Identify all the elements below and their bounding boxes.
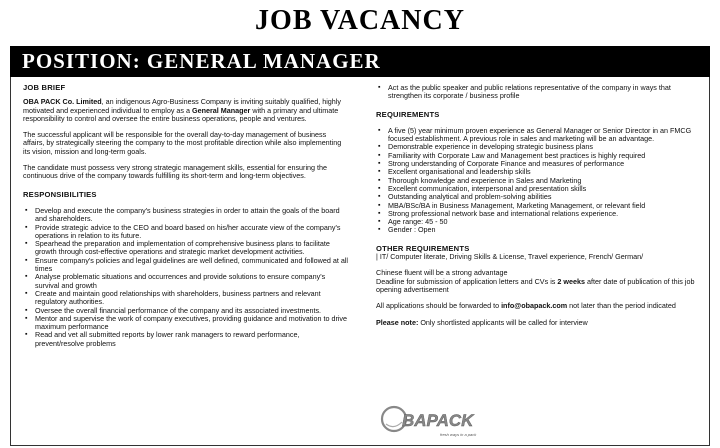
list-item: ▪ Familiarity with Corporate Law and Management best practices is highly required bbox=[388, 152, 706, 160]
list-item: ▪ Excellent organisational and leadership skills bbox=[388, 168, 706, 176]
responsibilities-heading: RESPONSIBILITIES bbox=[23, 189, 97, 199]
left-column bbox=[23, 84, 349, 348]
responsibilities-list-continued bbox=[376, 84, 706, 101]
list-item: ▪ Spearhead the preparation and implementation of comprehensive business plans to facilitate growth through cost-effective operations and strategic market development activities. bbox=[35, 240, 349, 257]
requirements-list bbox=[376, 127, 706, 235]
list-item: ▪ Outstanding analytical and problem-solving abilities bbox=[388, 193, 706, 201]
note-label: Please note: bbox=[376, 317, 419, 327]
list-item: ▪ Strong professional network base and international relations experience. bbox=[388, 210, 706, 218]
list-item: ▪ Mentor and supervise the work of company executives, providing guidance and motivation to drive maximum performance bbox=[35, 315, 349, 332]
svg-text:BAPACK: BAPACK bbox=[402, 411, 474, 430]
list-item: ▪ Analyse problematic situations and occurrences and provide solutions to ensure company's survival and growth bbox=[35, 273, 349, 290]
list-item: ▪ MBA/BSc/BA in Business Management, Marketing Management, or relevant field bbox=[388, 202, 706, 210]
apply-text: All applications should be forwarded to info@obapack.com not later than the period indicated bbox=[376, 301, 676, 311]
note-text: Please note: Only shortlisted applicants will be called for interview bbox=[376, 317, 588, 327]
chinese-advantage: Chinese fluent will be a strong advantage bbox=[376, 268, 508, 278]
list-item: ▪ Excellent communication, interpersonal and presentation skills bbox=[388, 185, 706, 193]
list-item: ▪ Create and maintain good relationships with shareholders, business partners and relevant regulatory authorities. bbox=[35, 290, 349, 307]
list-item: ▪ Strong understanding of Corporate Finance and measures of performance bbox=[388, 160, 706, 168]
company-name: OBA PACK Co. Limited bbox=[23, 97, 102, 107]
page-title: JOB VACANCY bbox=[255, 5, 465, 36]
list-item: ▪ Thorough knowledge and experience in Sales and Marketing bbox=[388, 177, 706, 185]
list-item: ▪ Provide strategic advice to the CEO and board based on his/her accurate view of the company's operations in relation to its future. bbox=[35, 224, 349, 241]
list-item: ▪ Ensure company's policies and legal guidelines are well defined, communicated and followed at all times bbox=[35, 257, 349, 274]
job-brief-paragraph-2: The successful applicant will be responsible for the overall day-to-day management of business affairs, by strategically steering the company to the most profitable direction while also implementing its vision, mission and long-term goals. bbox=[23, 130, 342, 156]
job-brief-paragraph-1: OBA PACK Co. Limited, an indigenous Agro-Business Company is inviting suitably qualified, highly motivated and experienced individual to employ as a General Manager with a primary and ultimate responsibility to control and oversee the entire business operations, people and ventures. bbox=[23, 97, 341, 123]
list-item: ▪ Demonstrable experience in developing strategic business plans bbox=[388, 143, 706, 151]
role-name: General Manager bbox=[192, 105, 251, 115]
other-requirements-line: | IT/ Computer literate, Driving Skills & License, Travel experience, French/ German/ bbox=[376, 252, 644, 262]
deadline-text: Deadline for submission of application letters and CVs is 2 weeks after date of publication of this job opening advertisement bbox=[376, 276, 695, 294]
list-item: ▪ Act as the public speaker and public relations representative of the company in ways that strengthen its corporate / business profile bbox=[388, 84, 706, 101]
other-requirements-heading: OTHER REQUIREMENTS bbox=[376, 243, 470, 253]
requirements-heading: REQUIREMENTS bbox=[376, 109, 440, 119]
responsibilities-list bbox=[23, 207, 349, 348]
right-column bbox=[376, 84, 706, 327]
position-banner bbox=[10, 46, 710, 77]
list-item: ▪ Develop and execute the company's business strategies in order to attain the goals of the board and shareholders. bbox=[35, 207, 349, 224]
apply-email: info@obapack.com bbox=[501, 301, 568, 311]
job-brief-heading: JOB BRIEF bbox=[23, 83, 66, 92]
deadline-period: 2 weeks bbox=[557, 276, 585, 286]
position-title: POSITION: GENERAL MANAGER bbox=[22, 49, 381, 73]
list-item: ▪ Age range: 45 - 50 bbox=[388, 218, 706, 226]
list-item: ▪ Read and vet all submitted reports by lower rank managers to reward performance, prevent/resolve problems bbox=[35, 331, 349, 348]
list-item: ▪ A five (5) year minimum proven experience as General Manager or Senior Director in an FMCG focused establishment. A previous role in sales and marketing will be an advantage. bbox=[388, 127, 706, 144]
job-brief-paragraph-3: The candidate must possess very strong strategic management skills, essential for ensuring the continuous drive of the company towards fulfilling its short-term and long-term objectives. bbox=[23, 163, 328, 181]
list-item: ▪ Gender : Open bbox=[388, 226, 706, 234]
logo-tagline: fresh ways in a pack bbox=[440, 432, 477, 437]
list-item: ▪ Oversee the overall financial performance of the company and its associated investments. bbox=[35, 307, 349, 315]
